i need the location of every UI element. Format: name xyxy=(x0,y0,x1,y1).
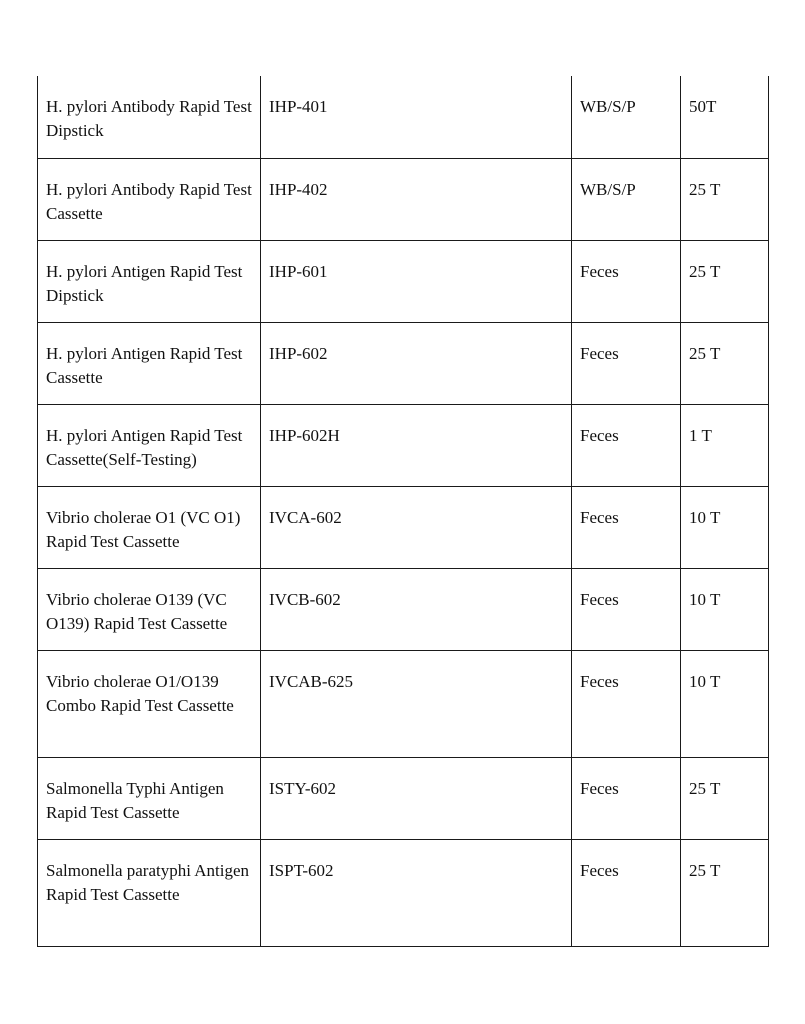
specimen: WB/S/P xyxy=(580,97,636,116)
product-name-cell xyxy=(38,322,261,404)
table-row xyxy=(38,158,769,240)
table-row xyxy=(38,839,769,946)
pack-size: 25 T xyxy=(689,179,721,199)
catalog-code: IVCA-602 xyxy=(269,507,342,527)
pack-size-cell xyxy=(681,757,769,839)
product-name-cell xyxy=(38,76,261,158)
catalog-code: IHP-601 xyxy=(269,261,328,281)
specimen: Feces xyxy=(580,343,619,363)
catalog-code-cell xyxy=(261,650,572,757)
specimen-cell xyxy=(572,404,681,486)
catalog-code: IHP-401 xyxy=(269,97,328,116)
specimen: Feces xyxy=(580,261,619,281)
pack-size-cell xyxy=(681,568,769,650)
pack-size: 50T xyxy=(689,97,717,116)
specimen-cell xyxy=(572,839,681,946)
table-row xyxy=(38,76,769,158)
pack-size: 10 T xyxy=(689,671,721,691)
product-table xyxy=(37,76,769,947)
table-row xyxy=(38,486,769,568)
product-name-cell xyxy=(38,757,261,839)
product-name-cell xyxy=(38,158,261,240)
catalog-code: IHP-402 xyxy=(269,179,328,199)
product-name-cell xyxy=(38,404,261,486)
specimen-cell xyxy=(572,650,681,757)
specimen: Feces xyxy=(580,671,619,691)
product-name: H. pylori Antigen Rapid Test Cassette xyxy=(46,343,243,387)
product-name: H. pylori Antibody Rapid Test Cassette xyxy=(46,179,252,223)
pack-size-cell xyxy=(681,486,769,568)
specimen-cell xyxy=(572,158,681,240)
pack-size: 25 T xyxy=(689,343,721,363)
product-name: H. pylori Antigen Rapid Test Cassette(Self-Testing) xyxy=(46,425,243,469)
product-name: Vibrio cholerae O1 (VC O1) Rapid Test Cassette xyxy=(46,507,241,551)
product-name-cell xyxy=(38,240,261,322)
catalog-code-cell xyxy=(261,404,572,486)
specimen-cell xyxy=(572,757,681,839)
specimen-cell xyxy=(572,322,681,404)
catalog-code-cell xyxy=(261,158,572,240)
pack-size-cell xyxy=(681,404,769,486)
specimen: WB/S/P xyxy=(580,179,636,199)
pack-size: 25 T xyxy=(689,778,721,798)
specimen-cell xyxy=(572,568,681,650)
pack-size-cell xyxy=(681,76,769,158)
product-name-cell xyxy=(38,839,261,946)
pack-size: 10 T xyxy=(689,507,721,527)
pack-size: 25 T xyxy=(689,261,721,281)
table-row xyxy=(38,650,769,757)
specimen-cell xyxy=(572,76,681,158)
catalog-code: IHP-602 xyxy=(269,343,328,363)
product-name-cell xyxy=(38,568,261,650)
specimen-cell xyxy=(572,240,681,322)
product-name: Salmonella Typhi Antigen Rapid Test Cassette xyxy=(46,778,224,822)
catalog-code: ISTY-602 xyxy=(269,778,337,798)
product-name-cell xyxy=(38,650,261,757)
catalog-code: IHP-602H xyxy=(269,425,340,445)
catalog-code-cell xyxy=(261,486,572,568)
pack-size-cell xyxy=(681,839,769,946)
table-row xyxy=(38,322,769,404)
pack-size-cell xyxy=(681,650,769,757)
product-name-cell xyxy=(38,486,261,568)
pack-size: 10 T xyxy=(689,589,721,609)
product-name: Salmonella paratyphi Antigen Rapid Test Cassette xyxy=(46,860,250,904)
catalog-code-cell xyxy=(261,839,572,946)
pack-size-cell xyxy=(681,240,769,322)
pack-size-cell xyxy=(681,158,769,240)
product-name: Vibrio cholerae O139 (VC O139) Rapid Test Cassette xyxy=(46,589,228,633)
specimen: Feces xyxy=(580,507,619,527)
product-name: H. pylori Antigen Rapid Test Dipstick xyxy=(46,261,243,305)
specimen: Feces xyxy=(580,860,619,880)
product-table-body xyxy=(38,76,769,946)
catalog-code: IVCAB-625 xyxy=(269,671,354,691)
specimen: Feces xyxy=(580,425,619,445)
table-row xyxy=(38,240,769,322)
specimen-cell xyxy=(572,486,681,568)
catalog-code-cell xyxy=(261,322,572,404)
table-row xyxy=(38,568,769,650)
catalog-code-cell xyxy=(261,76,572,158)
product-name: H. pylori Antibody Rapid Test Dipstick xyxy=(46,97,252,140)
specimen: Feces xyxy=(580,778,619,798)
specimen: Feces xyxy=(580,589,619,609)
pack-size: 1 T xyxy=(689,425,712,445)
catalog-code-cell xyxy=(261,568,572,650)
table-row xyxy=(38,757,769,839)
catalog-code: ISPT-602 xyxy=(269,860,334,880)
pack-size: 25 T xyxy=(689,860,721,880)
catalog-code: IVCB-602 xyxy=(269,589,341,609)
catalog-code-cell xyxy=(261,240,572,322)
table-row xyxy=(38,404,769,486)
pack-size-cell xyxy=(681,322,769,404)
catalog-code-cell xyxy=(261,757,572,839)
product-name: Vibrio cholerae O1/O139 Combo Rapid Test Cassette xyxy=(46,671,234,715)
